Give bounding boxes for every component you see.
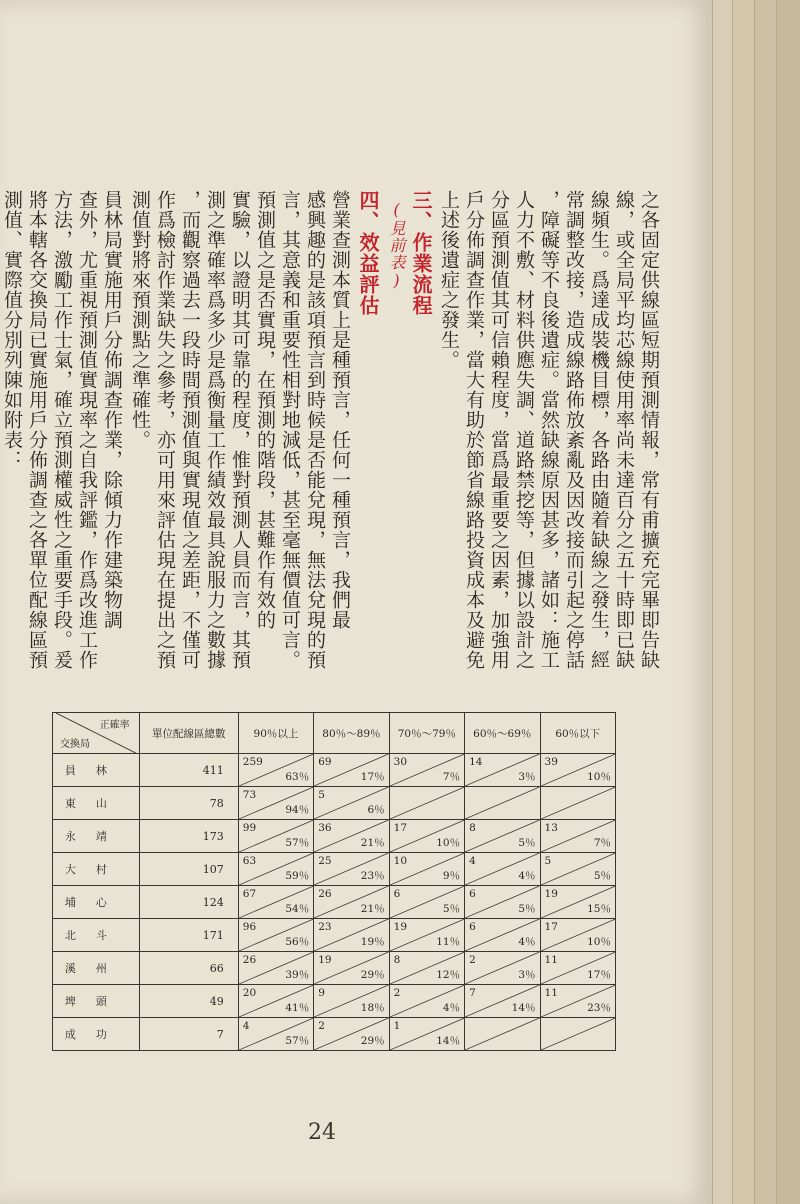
accuracy-cell xyxy=(540,1018,615,1051)
accuracy-cell xyxy=(540,886,615,919)
exchange-name: 員林 xyxy=(53,754,140,787)
accuracy-cell xyxy=(238,787,313,820)
cell-count: 63 xyxy=(242,855,257,867)
cell-percent: 23％ xyxy=(587,1002,611,1014)
accuracy-cell xyxy=(389,985,464,1018)
cell-count: 17 xyxy=(544,921,558,933)
cell-percent: 17％ xyxy=(360,771,385,783)
accuracy-cell xyxy=(465,754,540,787)
cell-count: 17 xyxy=(393,822,408,834)
exchange-name: 北斗 xyxy=(53,919,140,952)
table-row xyxy=(53,985,616,1018)
accuracy-cell xyxy=(314,952,389,985)
vertical-text-block xyxy=(1,190,660,670)
cell-percent: 56％ xyxy=(285,936,310,948)
table-row xyxy=(53,754,616,787)
cell-percent: 21％ xyxy=(360,837,385,849)
accuracy-cell xyxy=(238,886,313,919)
table-corner-header xyxy=(53,713,140,754)
cell-percent: 7％ xyxy=(593,837,611,849)
table-row xyxy=(53,820,616,853)
cell-count: 4 xyxy=(469,855,476,867)
accuracy-cell xyxy=(238,1018,313,1051)
paragraph-line: 測值對將來預測點之準確性。 xyxy=(129,190,151,450)
range-header: 70％～79％ xyxy=(389,713,464,754)
cell-count: 26 xyxy=(242,954,257,966)
paragraph-line: 之各固定供線區短期預測情報，常有甫擴充完畢即告缺 xyxy=(638,190,660,670)
total-count: 66 xyxy=(139,952,238,985)
range-header: 90％以上 xyxy=(238,713,313,754)
paragraph-line: ，而觀察過去一段時間預測值與實現值之差距，不僅可 xyxy=(179,190,201,670)
cell-count: 11 xyxy=(544,987,558,999)
total-count: 107 xyxy=(139,853,238,886)
total-count: 7 xyxy=(139,1018,238,1051)
paragraph-line: 上述後遺症之發生。 xyxy=(438,190,460,370)
cell-percent: 12％ xyxy=(436,969,461,981)
accuracy-cell xyxy=(540,754,615,787)
cell-count: 14 xyxy=(469,756,483,768)
paragraph-line: 線，或全局平均芯線使用率尚未達百分之五十時即已缺 xyxy=(613,190,635,670)
exchange-name: 埤頭 xyxy=(53,985,140,1018)
paragraph-line: 查外，尤重視預測值實現率之自我評鑑，作爲改進工作 xyxy=(76,190,98,670)
cell-count: 25 xyxy=(318,855,332,867)
page-edge xyxy=(732,0,755,1204)
accuracy-cell xyxy=(238,820,313,853)
cell-percent: 4％ xyxy=(518,870,536,882)
cell-percent: 3％ xyxy=(518,771,536,783)
corner-label-accuracy: 正確率 xyxy=(99,720,130,731)
cell-percent: 5％ xyxy=(518,837,536,849)
cell-count: 259 xyxy=(242,756,263,768)
accuracy-cell xyxy=(389,952,464,985)
cell-count: 5 xyxy=(544,855,552,867)
accuracy-cell xyxy=(465,787,540,820)
section-note: (見前表) xyxy=(387,200,406,291)
exchange-name: 東山 xyxy=(53,787,140,820)
cell-percent: 5％ xyxy=(593,870,611,882)
accuracy-cell xyxy=(389,754,464,787)
accuracy-cell xyxy=(238,919,313,952)
exchange-name: 大村 xyxy=(53,853,140,886)
cell-count: 5 xyxy=(318,789,325,801)
paragraph-line: 線頻生。爲達成裝機目標，各路由隨着缺線之發生，經 xyxy=(588,190,610,670)
cell-count: 11 xyxy=(544,954,558,966)
section-heading: 三、作業流程 xyxy=(409,190,433,316)
cell-count: 9 xyxy=(318,987,325,999)
exchange-name: 永靖 xyxy=(53,820,140,853)
accuracy-cell xyxy=(540,853,615,886)
accuracy-cell xyxy=(540,985,615,1018)
paragraph-line: 員林局實施用戶分佈調查作業，除傾力作建築物調 xyxy=(101,190,123,630)
page-number: 24 xyxy=(308,1120,336,1145)
cell-count: 99 xyxy=(242,822,257,834)
cell-percent: 14％ xyxy=(436,1035,461,1047)
cell-percent: 54％ xyxy=(285,903,310,915)
accuracy-cell xyxy=(389,853,464,886)
accuracy-cell xyxy=(238,985,313,1018)
cell-percent: 21％ xyxy=(360,903,385,915)
paragraph-line: 方法，激勵工作士氣，確立預測權威性之重要手段。爰 xyxy=(51,190,73,670)
cell-percent: 4％ xyxy=(518,936,536,948)
accuracy-cell xyxy=(540,820,615,853)
total-count: 124 xyxy=(139,886,238,919)
cell-percent: 7％ xyxy=(442,771,461,783)
accuracy-cell xyxy=(389,919,464,952)
accuracy-cell xyxy=(540,952,615,985)
accuracy-cell xyxy=(389,820,464,853)
cell-count: 19 xyxy=(393,921,408,933)
paragraph-line: 預測值之是否實現，在預測的階段，甚難作有效的 xyxy=(254,190,276,630)
total-count: 171 xyxy=(139,919,238,952)
table-row xyxy=(53,886,616,919)
accuracy-cell xyxy=(314,1018,389,1051)
accuracy-cell xyxy=(314,919,389,952)
accuracy-cell xyxy=(465,985,540,1018)
exchange-name: 溪州 xyxy=(53,952,140,985)
cell-count: 23 xyxy=(318,921,332,933)
cell-count: 30 xyxy=(393,756,408,768)
cell-count: 20 xyxy=(242,987,257,999)
cell-percent: 59％ xyxy=(285,870,310,882)
accuracy-cell xyxy=(238,952,313,985)
cell-percent: 29％ xyxy=(360,1035,385,1047)
accuracy-cell xyxy=(314,754,389,787)
cell-percent: 63％ xyxy=(285,771,310,783)
accuracy-cell xyxy=(389,787,464,820)
cell-percent: 5％ xyxy=(518,903,536,915)
table-row xyxy=(53,1018,616,1051)
cell-count: 10 xyxy=(393,855,408,867)
cell-percent: 4％ xyxy=(442,1002,461,1014)
cell-count: 36 xyxy=(318,822,332,834)
accuracy-cell xyxy=(465,919,540,952)
corner-label-exchange: 交換局 xyxy=(60,739,90,750)
accuracy-cell xyxy=(465,820,540,853)
cell-percent: 3％ xyxy=(518,969,536,981)
cell-count: 1 xyxy=(393,1020,401,1032)
cell-percent: 5％ xyxy=(442,903,461,915)
exchange-name: 成功 xyxy=(53,1018,140,1051)
cell-count: 6 xyxy=(469,921,476,933)
cell-percent: 11％ xyxy=(436,936,461,948)
cell-percent: 57％ xyxy=(285,837,310,849)
total-count: 411 xyxy=(139,754,238,787)
cell-count: 7 xyxy=(469,987,476,999)
cell-count: 73 xyxy=(242,789,257,801)
accuracy-cell xyxy=(465,952,540,985)
cell-count: 2 xyxy=(318,1020,325,1032)
cell-count: 6 xyxy=(469,888,476,900)
accuracy-cell xyxy=(540,787,615,820)
cell-percent: 17％ xyxy=(587,969,611,981)
accuracy-cell xyxy=(314,787,389,820)
cell-count: 69 xyxy=(318,756,332,768)
accuracy-cell xyxy=(314,853,389,886)
cell-count: 26 xyxy=(318,888,332,900)
accuracy-cell xyxy=(389,1018,464,1051)
table-row xyxy=(53,952,616,985)
paragraph-line: 感興趣的是該項預言到時候是否能兌現，無法兌現的預 xyxy=(304,190,326,670)
cell-count: 96 xyxy=(242,921,257,933)
page-edge xyxy=(712,0,733,1204)
cell-percent: 6％ xyxy=(367,804,385,816)
cell-percent: 18％ xyxy=(360,1002,385,1014)
cell-count: 8 xyxy=(393,954,401,966)
cell-count: 19 xyxy=(318,954,332,966)
cell-count: 67 xyxy=(242,888,257,900)
total-count: 173 xyxy=(139,820,238,853)
accuracy-cell xyxy=(238,754,313,787)
accuracy-cell xyxy=(465,1018,540,1051)
range-header: 80％～89％ xyxy=(314,713,389,754)
section-heading: 四、效益評估 xyxy=(356,190,380,316)
accuracy-cell xyxy=(314,886,389,919)
cell-count: 2 xyxy=(469,954,476,966)
cell-count: 8 xyxy=(469,822,476,834)
accuracy-cell xyxy=(465,853,540,886)
paragraph-line: 作爲檢討作業缺失之參考，亦可用來評估現在提出之預 xyxy=(154,190,176,670)
cell-percent: 23％ xyxy=(360,870,385,882)
cell-percent: 10％ xyxy=(587,936,611,948)
accuracy-cell xyxy=(389,886,464,919)
cell-count: 6 xyxy=(393,888,401,900)
cell-count: 13 xyxy=(544,822,558,834)
paragraph-line: 戶分佈調查作業，當大有助於節省線路投資成本及避免 xyxy=(463,190,485,670)
cell-percent: 19％ xyxy=(360,936,385,948)
exchange-name: 埔心 xyxy=(53,886,140,919)
cell-percent: 15％ xyxy=(587,903,611,915)
cell-percent: 57％ xyxy=(285,1035,310,1047)
page-edge xyxy=(776,0,800,1204)
paragraph-line: 營業查測本質上是種預言，任何一種預言，我們最 xyxy=(329,190,351,630)
accuracy-cell xyxy=(540,919,615,952)
paragraph-line: 測值、實際值分別列陳如附表： xyxy=(1,190,23,470)
paragraph-line: 將本轄各交換局已實施用戶分佈調查之各單位配線區預 xyxy=(26,190,48,670)
cell-percent: 10％ xyxy=(436,837,461,849)
table-row xyxy=(53,787,616,820)
paragraph-line: 人力不敷、材料供應失調、道路禁挖等，但據以設計之 xyxy=(513,190,535,670)
cell-count: 4 xyxy=(242,1020,250,1032)
paragraph-line: 測之準確率爲多少是爲衡量工作績效最具說服力之數據 xyxy=(204,190,226,670)
cell-percent: 94％ xyxy=(285,804,310,816)
accuracy-cell xyxy=(238,853,313,886)
accuracy-cell xyxy=(314,820,389,853)
total-header: 單位配線區總數 xyxy=(139,713,238,754)
accuracy-table xyxy=(52,712,616,1051)
cell-percent: 41％ xyxy=(285,1002,310,1014)
page-edge xyxy=(754,0,777,1204)
cell-percent: 14％ xyxy=(511,1002,536,1014)
paragraph-line: 常調整改接，造成線路佈放紊亂及因改接而引起之停話 xyxy=(563,190,585,670)
total-count: 49 xyxy=(139,985,238,1018)
paragraph-line: ，障礙等不良後遺症。當然缺線原因甚多，諸如：施工 xyxy=(538,190,560,670)
accuracy-cell xyxy=(314,985,389,1018)
table-row xyxy=(53,919,616,952)
cell-percent: 29％ xyxy=(360,969,385,981)
accuracy-cell xyxy=(465,886,540,919)
paragraph-line: 實驗，以證明其可靠的程度，惟對預測人員而言，其預 xyxy=(229,190,251,670)
cell-count: 39 xyxy=(544,756,558,768)
cell-percent: 39％ xyxy=(285,969,310,981)
cell-count: 2 xyxy=(393,987,401,999)
table-row xyxy=(53,853,616,886)
cell-percent: 9％ xyxy=(442,870,461,882)
cell-count: 19 xyxy=(544,888,558,900)
cell-percent: 10％ xyxy=(587,771,611,783)
range-header: 60％以下 xyxy=(540,713,615,754)
paragraph-line: 言，其意義和重要性相對地減低，甚至毫無價值可言。 xyxy=(279,190,301,670)
range-header: 60％～69％ xyxy=(465,713,540,754)
paragraph-line: 分區預測值其可信賴程度，當爲最重要之因素，加強用 xyxy=(488,190,510,670)
total-count: 78 xyxy=(139,787,238,820)
